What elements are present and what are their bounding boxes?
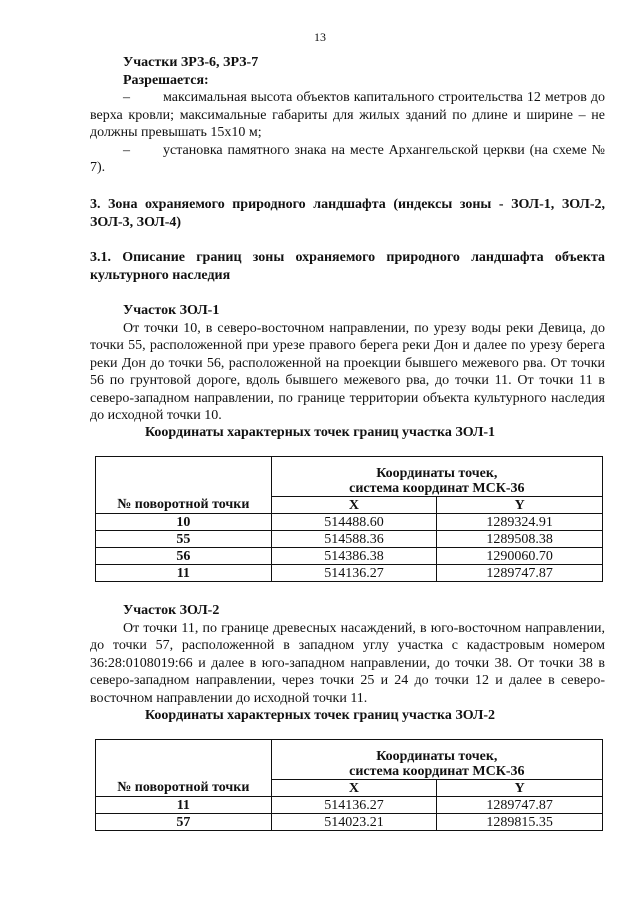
coord-y: 1289324.91 bbox=[437, 514, 603, 531]
section-zol2 bbox=[90, 602, 605, 707]
coord-x: 514136.27 bbox=[271, 565, 437, 582]
column-header-y: Y bbox=[437, 497, 603, 514]
coord-y: 1290060.70 bbox=[437, 548, 603, 565]
zrz-item-2-text: установка памятного знака на месте Архангельской церкви (на схеме № 7). bbox=[90, 142, 605, 175]
zol1-table-caption: Координаты характерных точек границ участка ЗОЛ-1 bbox=[144, 425, 496, 440]
coord-x: 514488.60 bbox=[271, 514, 437, 531]
column-header-x: X bbox=[271, 780, 437, 797]
zrz-allowed-label: Разрешается: bbox=[123, 72, 209, 88]
column-header-x: X bbox=[271, 497, 437, 514]
point-number: 10 bbox=[96, 514, 272, 531]
table-row bbox=[96, 565, 603, 582]
zrz-item-1 bbox=[90, 89, 605, 142]
table-row bbox=[96, 514, 603, 531]
system-line-1: Координаты точек, bbox=[376, 466, 498, 481]
column-header-point: № поворотной точки bbox=[96, 740, 272, 797]
coord-x: 514023.21 bbox=[271, 814, 437, 831]
column-header-system bbox=[271, 457, 602, 497]
coord-y: 1289747.87 bbox=[437, 797, 603, 814]
point-number: 56 bbox=[96, 548, 272, 565]
zol1-text: От точки 10, в северо-восточном направлении, по урезу воды реки Девица, до точки 55, расположенной при урезе правого берега реки Дон и далее по урезу берега реки Дон до точки 56, расположенной на проекции бывшего межевого рва. От точки 56 по грунтовой дороге, вдоль бывшего межевого рва, до точки 11. От точки 11 в северо-западном направлении, по границе территории объекта культурного наследия до исходной точки 10. bbox=[90, 320, 605, 423]
coord-y: 1289747.87 bbox=[437, 565, 603, 582]
table-row bbox=[96, 548, 603, 565]
dash-mark: – bbox=[123, 142, 130, 158]
zrz-item-2 bbox=[90, 142, 605, 177]
column-header-y: Y bbox=[437, 780, 603, 797]
table-row bbox=[96, 531, 603, 548]
point-number: 11 bbox=[96, 565, 272, 582]
point-number: 55 bbox=[96, 531, 272, 548]
coord-y: 1289508.38 bbox=[437, 531, 603, 548]
table-row bbox=[96, 814, 603, 831]
zol2-table-caption: Координаты характерных точек границ участка ЗОЛ-2 bbox=[144, 708, 496, 723]
section-zol1 bbox=[90, 302, 605, 425]
heading-3: 3. Зона охраняемого природного ландшафта (индексы зоны - ЗОЛ-1, ЗОЛ-2, ЗОЛ-3, ЗОЛ-4) bbox=[90, 197, 605, 230]
system-line-2: система координат МСК-36 bbox=[349, 481, 525, 496]
zol1-coordinates-table bbox=[95, 456, 603, 582]
zol2-title: Участок ЗОЛ-2 bbox=[123, 603, 220, 618]
zol1-title: Участок ЗОЛ-1 bbox=[123, 303, 220, 318]
system-line-2: система координат МСК-36 bbox=[349, 764, 525, 779]
point-number: 57 bbox=[96, 814, 272, 831]
coord-x: 514386.38 bbox=[271, 548, 437, 565]
zrz-title: Участки ЗРЗ-6, ЗРЗ-7 bbox=[123, 55, 259, 70]
system-line-1: Координаты точек, bbox=[376, 749, 498, 764]
column-header-point: № поворотной точки bbox=[96, 457, 272, 514]
page-number: 13 bbox=[314, 30, 326, 44]
heading-3-1: 3.1. Описание границ зоны охраняемого природного ландшафта объекта культурного наследия bbox=[90, 250, 605, 283]
section-zrz bbox=[90, 54, 605, 177]
zol2-text: От точки 11, по границе древесных насаждений, в юго-восточном направлении, до точки 57, расположенной в западном углу участка с кадастровым номером 36:28:0108019:66 и далее в юго-западном направлении, до точки 38. От точки 38 в северо-западном направлении, через точки 25 и 24 до точки 12 и далее в северо-восточном направлении до исходной точки 11. bbox=[90, 620, 605, 706]
zrz-item-1-text: максимальная высота объектов капитального строительства 12 метров до верха кровли; максимальные габариты для жилых зданий по длине и ширине – не должны превышать 15х10 м; bbox=[90, 90, 605, 140]
dash-mark: – bbox=[123, 90, 130, 105]
coord-x: 514588.36 bbox=[271, 531, 437, 548]
zol2-coordinates-table bbox=[95, 739, 603, 831]
coord-x: 514136.27 bbox=[271, 797, 437, 814]
table-row bbox=[96, 797, 603, 814]
point-number: 11 bbox=[96, 797, 272, 814]
coord-y: 1289815.35 bbox=[437, 814, 603, 831]
column-header-system bbox=[271, 740, 602, 780]
